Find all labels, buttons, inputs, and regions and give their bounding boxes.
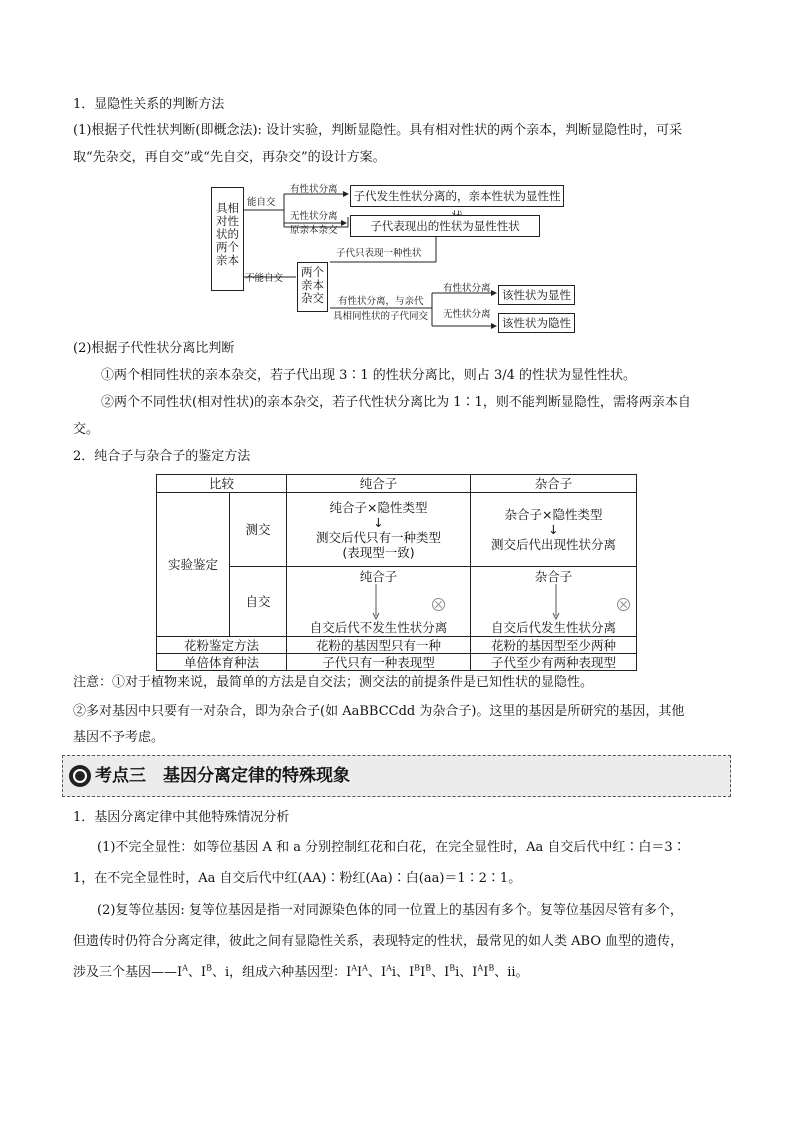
table-cell: 花粉的基因型至少两种 — [471, 637, 637, 654]
cell-line: 杂合子 — [534, 568, 573, 584]
table-cell: 自交 — [230, 567, 287, 637]
cell-line: 自交后代发生性状分离 — [491, 619, 617, 635]
heading-dominance: 1．显隐性关系的判断方法 — [73, 97, 225, 112]
cell-line: 纯合子×隐性类型 — [329, 499, 428, 515]
flow-label-cannot-self: 不能自交 — [245, 273, 284, 284]
table-cell: 测交 — [230, 493, 287, 567]
note-line: 基因不予考虑。 — [73, 730, 165, 745]
arrow-down-icon — [551, 584, 561, 620]
paragraph-line: (2)复等位基因: 复等位基因是指一对同源染色体的同一位置上的基因有多个。复等位基因尽管有多个， — [97, 903, 683, 918]
table-row — [157, 637, 637, 654]
flow-label-no-sep2: 无性状分离 — [443, 309, 491, 320]
table-header: 纯合子 — [287, 475, 471, 493]
table-cell: 子代只有一种表现型 — [287, 654, 471, 671]
heading-special-cases: 1．基因分离定律中其他特殊情况分析 — [73, 810, 290, 825]
cell-line: (表现型一致) — [342, 544, 415, 560]
selfing-diagram — [287, 584, 470, 620]
table-cell — [287, 567, 471, 637]
cell-line: 测交后代出现性状分离 — [491, 537, 617, 552]
table-row — [157, 475, 637, 493]
flow-label-can-self: 能自交 — [247, 197, 276, 208]
flow-result-box: 该性状为显性 — [498, 285, 575, 305]
section-title: 考点三 基因分离定律的特殊现象 — [95, 766, 350, 786]
table-cell: 花粉的基因型只有一种 — [287, 637, 471, 654]
flow-label-has-sep2: 有性状分离 — [443, 283, 491, 294]
cell-line: 杂合子×隐性类型 — [504, 507, 603, 522]
cell-line: 测交后代只有一种类型 — [316, 529, 442, 545]
flow-result-box: 该性状为隐性 — [498, 313, 575, 333]
table-header: 比较 — [157, 475, 287, 493]
table-cell — [471, 567, 637, 637]
paragraph-line: 1，在不完全显性时，Aa 自交后代中红(AA)∶粉红(Aa)∶白(aa)＝1∶2∶1。 — [73, 871, 522, 886]
subheading: (2)根据子代性状分离比判断 — [73, 341, 235, 356]
paragraph-line: 取“先杂交，再自交”或“先自交，再杂交”的设计方案。 — [73, 150, 386, 165]
flow-label-has-sep-parent: 有性状分离，与亲代 — [338, 296, 424, 307]
table-row — [157, 493, 637, 567]
flow-result-box: 子代表现出的性状为显性性状 — [350, 215, 540, 237]
table-cell: 单倍体育种法 — [157, 654, 287, 671]
table-cell — [471, 493, 637, 567]
selfing-diagram — [471, 584, 636, 620]
table-header: 杂合子 — [471, 475, 637, 493]
table-cell: 子代至少有两种表现型 — [471, 654, 637, 671]
paragraph-line: 涉及三个基因$——I^A$、$I^B$、i，组成六种基因型：$I^AI^A$、$I^Ai$、$I^BI^B$、$I^Bi$、$I^AI^B$、ii。 — [73, 963, 529, 980]
cell-line: 纯合子 — [359, 568, 398, 584]
arrow-down-icon: ↓ — [548, 522, 559, 537]
arrow-down-icon — [371, 584, 381, 620]
flow-label-cross: 原亲本杂交 — [290, 225, 338, 236]
flow-root-box: 具相对性状的两个亲本 — [211, 187, 244, 291]
paragraph-line: ①两个相同性状的亲本杂交，若子代出现 3∶1 的性状分离比，则占 3/4 的性状为显性性状。 — [101, 368, 636, 383]
cell-line: 自交后代不发生性状分离 — [309, 619, 448, 635]
selfing-symbol-icon — [432, 598, 445, 611]
paragraph-line: 但遗传时仍符合分离定律，彼此之间有显隐性关系，表现特定的性状，最常见的如人类 ABO 血型的遗传， — [73, 934, 684, 949]
arrow-down-icon: ↓ — [373, 514, 384, 530]
selfing-symbol-icon — [617, 598, 630, 611]
paragraph-line: 交。 — [73, 422, 100, 437]
table-row — [157, 654, 637, 671]
table-cell: 实验鉴定 — [157, 493, 230, 637]
table-cell: 花粉鉴定方法 — [157, 637, 287, 654]
flow-label-no-sep: 无性状分离 — [290, 211, 338, 222]
heading-homozygote: 2．纯合子与杂合子的鉴定方法 — [73, 449, 251, 464]
flow-result-box: 子代发生性状分离的，亲本性状为显性性 — [350, 185, 564, 207]
paragraph-line: (1)不完全显性：如等位基因 A 和 a 分别控制红花和白花，在完全显性时，Aa 自交后代中红∶白＝3∶ — [97, 840, 686, 855]
table-cell — [287, 493, 471, 567]
flow-label-same-trait: 具相同性状的子代同交 — [333, 311, 429, 322]
comparison-table — [156, 474, 637, 671]
flow-two-parents-box: 两个亲本杂交 — [297, 262, 328, 312]
note-line: 注意：①对于植物来说，最简单的方法是自交法；测交法的前提条件是已知性状的显隐性。 — [73, 675, 594, 690]
flow-label-only-one: 子代只表现一种性状 — [336, 248, 422, 259]
flow-label-has-sep: 有性状分离 — [290, 184, 338, 195]
section-header — [62, 755, 731, 797]
paragraph-line: ②两个不同性状(相对性状)的亲本杂交，若子代性状分离比为 1∶1，则不能判断显隐性，需将两亲本自 — [101, 395, 691, 410]
badge-icon — [69, 765, 91, 787]
paragraph-line: (1)根据子代性状判断(即概念法): 设计实验，判断显隐性。具有相对性状的两个亲本，判断显隐性时，可采 — [73, 123, 683, 138]
note-line: ②多对基因中只要有一对杂合，即为杂合子(如 AaBBCCdd 为杂合子)。这里的基因是所研究的基因，其他 — [73, 704, 685, 719]
